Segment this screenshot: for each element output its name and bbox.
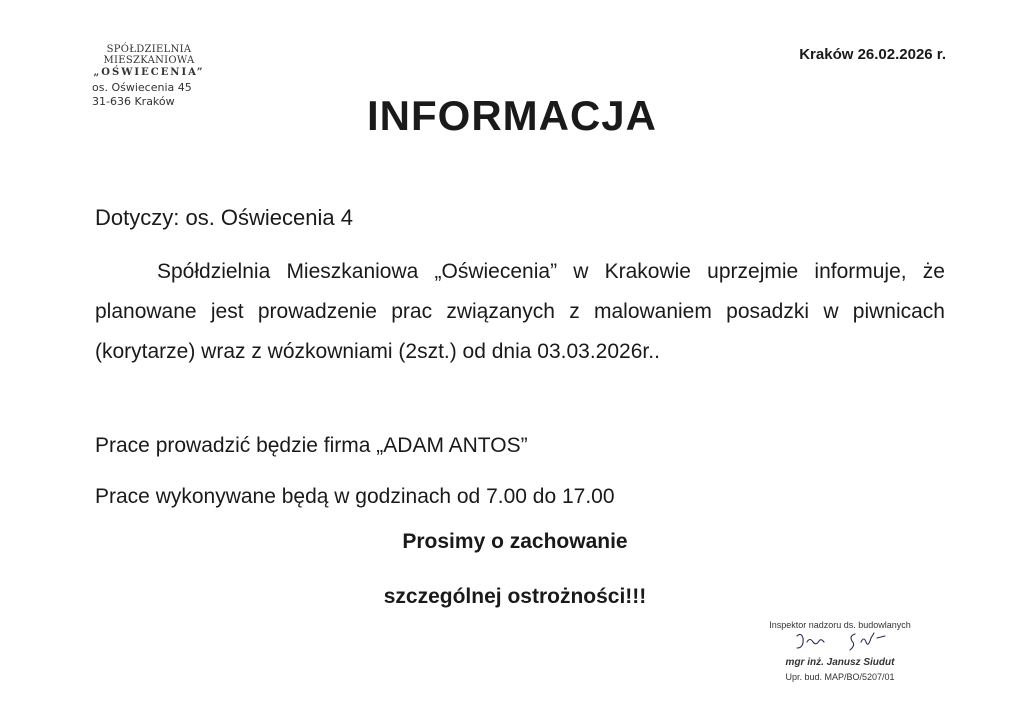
handwritten-signature: [785, 630, 895, 652]
inspector-role: Inspektor nadzoru ds. budowlanych: [769, 620, 911, 630]
inspector-block: [750, 620, 930, 682]
document-title: INFORMACJA: [367, 92, 657, 139]
stamp-line-2: „OŚWIECENIA”: [93, 67, 205, 78]
stamp-line-4: 31-636 Kraków: [92, 95, 175, 108]
inspector-name: mgr inż. Janusz Siudut: [785, 657, 895, 668]
stamp-line-1: SPÓŁDZIELNIA MIESZKANIOWA: [103, 44, 195, 66]
main-paragraph: [95, 252, 945, 372]
working-hours-line: Prace wykonywane będą w godzinach od 7.00 do 17.00: [95, 485, 615, 508]
plea-line-1: Prosimy o zachowanie: [402, 530, 628, 553]
inspector-license: Upr. bud. MAP/BO/5207/01: [785, 672, 895, 682]
plea-line-2: szczególnej ostrożności!!!: [383, 585, 647, 608]
stamp-line-3: os. Oświecenia 45: [92, 81, 192, 94]
main-paragraph-text: Spółdzielnia Mieszkaniowa „Oświecenia” w Krakowie uprzejmie informuje, że planowane jest prowadzenie prac związanych z malowaniem posadzki w piwnicach (korytarze) wraz z wózkowniami (2szt.) od dnia 03.03.2026r..: [95, 260, 945, 363]
contractor-line: Prace prowadzić będzie firma „ADAM ANTOS”: [95, 434, 528, 457]
subject-line: Dotyczy: os. Oświecenia 4: [95, 205, 353, 230]
document-date: Kraków 26.02.2026 r.: [799, 46, 946, 63]
